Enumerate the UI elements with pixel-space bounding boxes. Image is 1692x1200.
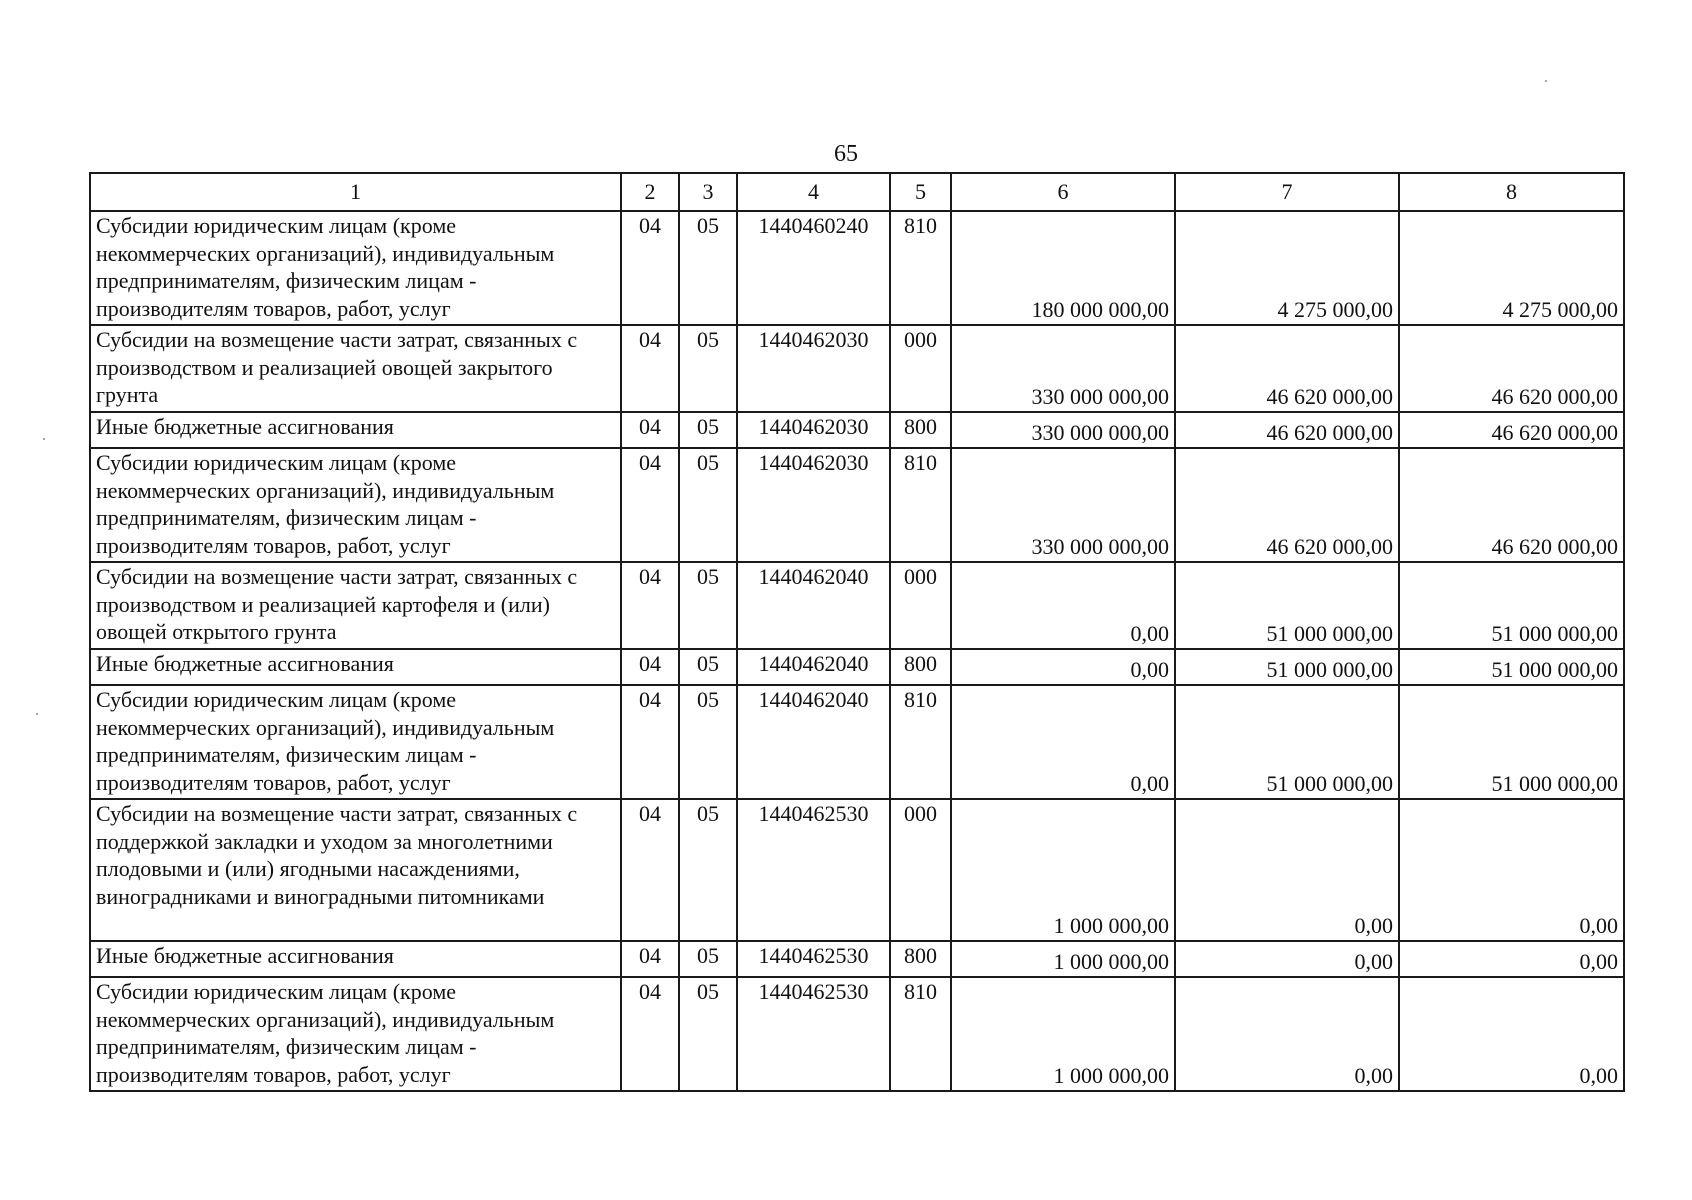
row-amount-col6: 0,00 <box>951 562 1175 649</box>
row-amount-col8: 51 000 000,00 <box>1399 562 1624 649</box>
row-code-section: 04 <box>621 941 679 977</box>
row-code-expense-type: 810 <box>890 448 951 562</box>
row-code-subsection: 05 <box>679 941 737 977</box>
row-code-target-article: 1440462040 <box>737 562 890 649</box>
row-code-expense-type: 000 <box>890 799 951 941</box>
row-code-section: 04 <box>621 685 679 799</box>
row-name: Субсидии юридическим лицам (кроме некоммерческих организаций), индивидуальным предпринимателям, физическим лицам - производителям товаров, работ, услуг <box>90 685 621 799</box>
row-code-expense-type: 800 <box>890 649 951 685</box>
row-name: Субсидии юридическим лицам (кроме некоммерческих организаций), индивидуальным предпринимателям, физическим лицам - производителям товаров, работ, услуг <box>90 448 621 562</box>
row-amount-col7: 46 620 000,00 <box>1175 412 1399 448</box>
row-name: Иные бюджетные ассигнования <box>90 649 621 685</box>
row-code-expense-type: 810 <box>890 211 951 325</box>
scan-speck <box>36 713 38 715</box>
row-name: Иные бюджетные ассигнования <box>90 941 621 977</box>
row-amount-col6: 0,00 <box>951 649 1175 685</box>
row-amount-col6: 330 000 000,00 <box>951 412 1175 448</box>
row-amount-col8: 0,00 <box>1399 941 1624 977</box>
row-amount-col7: 0,00 <box>1175 977 1399 1091</box>
row-name: Субсидии на возмещение части затрат, связанных с производством и реализацией овощей закрытого грунта <box>90 325 621 412</box>
row-code-expense-type: 810 <box>890 977 951 1091</box>
header-row <box>90 173 1624 211</box>
row-code-target-article: 1440462530 <box>737 941 890 977</box>
row-code-section: 04 <box>621 649 679 685</box>
row-code-section: 04 <box>621 562 679 649</box>
column-header: 1 <box>90 173 621 211</box>
row-code-section: 04 <box>621 412 679 448</box>
row-amount-col6: 330 000 000,00 <box>951 448 1175 562</box>
row-code-section: 04 <box>621 977 679 1091</box>
row-code-subsection: 05 <box>679 211 737 325</box>
row-code-target-article: 1440462040 <box>737 649 890 685</box>
row-name: Субсидии юридическим лицам (кроме некоммерческих организаций), индивидуальным предпринимателям, физическим лицам - производителям товаров, работ, услуг <box>90 977 621 1091</box>
row-code-expense-type: 800 <box>890 412 951 448</box>
row-amount-col6: 0,00 <box>951 685 1175 799</box>
row-code-expense-type: 800 <box>890 941 951 977</box>
row-code-expense-type: 810 <box>890 685 951 799</box>
row-amount-col8: 0,00 <box>1399 799 1624 941</box>
scan-speck <box>1545 80 1547 82</box>
table-row <box>90 977 1624 1091</box>
row-amount-col8: 51 000 000,00 <box>1399 649 1624 685</box>
table-row <box>90 412 1624 448</box>
table-row <box>90 799 1624 941</box>
row-amount-col8: 46 620 000,00 <box>1399 325 1624 412</box>
table-row <box>90 325 1624 412</box>
row-amount-col6: 1 000 000,00 <box>951 977 1175 1091</box>
row-code-target-article: 1440462530 <box>737 977 890 1091</box>
column-header: 7 <box>1175 173 1399 211</box>
row-code-subsection: 05 <box>679 325 737 412</box>
row-amount-col7: 51 000 000,00 <box>1175 649 1399 685</box>
row-name: Субсидии на возмещение части затрат, связанных с производством и реализацией картофеля и (или) овощей открытого грунта <box>90 562 621 649</box>
row-code-target-article: 1440462030 <box>737 412 890 448</box>
row-code-target-article: 1440460240 <box>737 211 890 325</box>
row-code-target-article: 1440462030 <box>737 448 890 562</box>
row-code-subsection: 05 <box>679 685 737 799</box>
row-code-subsection: 05 <box>679 562 737 649</box>
row-code-subsection: 05 <box>679 649 737 685</box>
row-amount-col7: 0,00 <box>1175 941 1399 977</box>
row-amount-col8: 46 620 000,00 <box>1399 412 1624 448</box>
column-header: 6 <box>951 173 1175 211</box>
row-amount-col8: 51 000 000,00 <box>1399 685 1624 799</box>
row-code-target-article: 1440462030 <box>737 325 890 412</box>
row-code-subsection: 05 <box>679 799 737 941</box>
column-header: 5 <box>890 173 951 211</box>
column-header: 3 <box>679 173 737 211</box>
page-number: 65 <box>834 141 858 167</box>
row-code-expense-type: 000 <box>890 562 951 649</box>
row-amount-col6: 180 000 000,00 <box>951 211 1175 325</box>
row-name: Субсидии на возмещение части затрат, связанных с поддержкой закладки и уходом за многолетними плодовыми и (или) ягодными насаждениями, виноградниками и виноградными питомниками <box>90 799 621 941</box>
row-code-section: 04 <box>621 799 679 941</box>
column-header: 8 <box>1399 173 1624 211</box>
table-row <box>90 685 1624 799</box>
row-code-subsection: 05 <box>679 977 737 1091</box>
table-row <box>90 211 1624 325</box>
row-amount-col7: 46 620 000,00 <box>1175 448 1399 562</box>
budget-table <box>89 172 1625 1092</box>
table-row <box>90 448 1624 562</box>
row-code-target-article: 1440462040 <box>737 685 890 799</box>
scan-speck <box>43 438 45 440</box>
row-code-section: 04 <box>621 325 679 412</box>
row-amount-col8: 46 620 000,00 <box>1399 448 1624 562</box>
row-name: Субсидии юридическим лицам (кроме некоммерческих организаций), индивидуальным предпринимателям, физическим лицам - производителям товаров, работ, услуг <box>90 211 621 325</box>
row-code-expense-type: 000 <box>890 325 951 412</box>
row-amount-col7: 51 000 000,00 <box>1175 562 1399 649</box>
table-row <box>90 941 1624 977</box>
column-header: 4 <box>737 173 890 211</box>
row-amount-col6: 330 000 000,00 <box>951 325 1175 412</box>
column-header: 2 <box>621 173 679 211</box>
row-amount-col7: 0,00 <box>1175 799 1399 941</box>
row-amount-col7: 51 000 000,00 <box>1175 685 1399 799</box>
row-amount-col7: 46 620 000,00 <box>1175 325 1399 412</box>
table-row <box>90 649 1624 685</box>
row-amount-col8: 0,00 <box>1399 977 1624 1091</box>
row-code-subsection: 05 <box>679 412 737 448</box>
row-amount-col7: 4 275 000,00 <box>1175 211 1399 325</box>
row-code-section: 04 <box>621 448 679 562</box>
row-code-section: 04 <box>621 211 679 325</box>
row-code-target-article: 1440462530 <box>737 799 890 941</box>
row-amount-col6: 1 000 000,00 <box>951 799 1175 941</box>
row-amount-col8: 4 275 000,00 <box>1399 211 1624 325</box>
row-code-subsection: 05 <box>679 448 737 562</box>
row-amount-col6: 1 000 000,00 <box>951 941 1175 977</box>
table-row <box>90 562 1624 649</box>
row-name: Иные бюджетные ассигнования <box>90 412 621 448</box>
